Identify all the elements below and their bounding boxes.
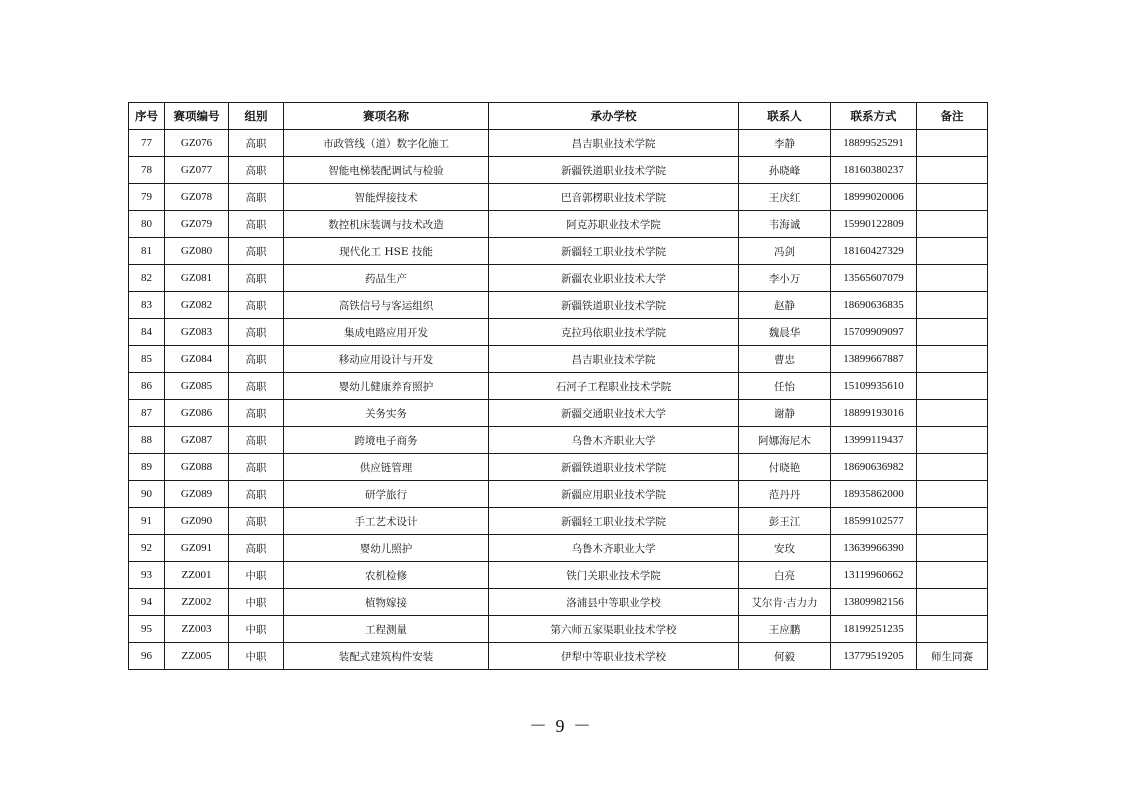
cell-name: 集成电路应用开发 — [284, 319, 489, 346]
cell-remark: 师生同赛 — [917, 643, 988, 670]
table-row — [129, 589, 988, 616]
cell-group: 高职 — [229, 373, 284, 400]
table-row — [129, 130, 988, 157]
cell-school: 昌吉职业技术学院 — [489, 130, 739, 157]
cell-code: GZ089 — [165, 481, 229, 508]
cell-group: 高职 — [229, 346, 284, 373]
cell-contact: 曹忠 — [739, 346, 831, 373]
cell-name: 药品生产 — [284, 265, 489, 292]
cell-contact: 韦海诚 — [739, 211, 831, 238]
cell-code: GZ087 — [165, 427, 229, 454]
cell-remark — [917, 211, 988, 238]
table-row — [129, 211, 988, 238]
cell-contact: 付晓艳 — [739, 454, 831, 481]
cell-contact: 李静 — [739, 130, 831, 157]
cell-group: 高职 — [229, 157, 284, 184]
cell-code: GZ085 — [165, 373, 229, 400]
cell-remark — [917, 319, 988, 346]
cell-code: ZZ001 — [165, 562, 229, 589]
cell-name: 植物嫁接 — [284, 589, 489, 616]
cell-name: 手工艺术设计 — [284, 508, 489, 535]
cell-no: 81 — [129, 238, 165, 265]
cell-code: GZ076 — [165, 130, 229, 157]
cell-remark — [917, 184, 988, 211]
table-row — [129, 238, 988, 265]
cell-phone: 13999119437 — [831, 427, 917, 454]
cell-school: 新疆应用职业技术学院 — [489, 481, 739, 508]
table-row — [129, 454, 988, 481]
cell-contact: 赵静 — [739, 292, 831, 319]
cell-group: 高职 — [229, 265, 284, 292]
cell-name: 供应链管理 — [284, 454, 489, 481]
cell-contact: 李小万 — [739, 265, 831, 292]
cell-name: 移动应用设计与开发 — [284, 346, 489, 373]
table-row — [129, 292, 988, 319]
cell-name: 装配式建筑构件安装 — [284, 643, 489, 670]
cell-name: 婴幼儿健康养育照护 — [284, 373, 489, 400]
cell-remark — [917, 562, 988, 589]
cell-contact: 阿娜海尼木 — [739, 427, 831, 454]
cell-code: GZ090 — [165, 508, 229, 535]
cell-remark — [917, 238, 988, 265]
cell-code: ZZ002 — [165, 589, 229, 616]
cell-phone: 18599102577 — [831, 508, 917, 535]
cell-name: 研学旅行 — [284, 481, 489, 508]
cell-remark — [917, 508, 988, 535]
cell-no: 95 — [129, 616, 165, 643]
cell-group: 高职 — [229, 535, 284, 562]
cell-phone: 18199251235 — [831, 616, 917, 643]
cell-phone: 18690636835 — [831, 292, 917, 319]
cell-school: 石河子工程职业技术学院 — [489, 373, 739, 400]
header-phone: 联系方式 — [831, 103, 917, 130]
cell-name: 市政管线（道）数字化施工 — [284, 130, 489, 157]
cell-no: 91 — [129, 508, 165, 535]
cell-remark — [917, 535, 988, 562]
cell-contact: 白亮 — [739, 562, 831, 589]
cell-code: GZ088 — [165, 454, 229, 481]
cell-contact: 彭王江 — [739, 508, 831, 535]
cell-school: 第六师五家渠职业技术学校 — [489, 616, 739, 643]
table-row — [129, 535, 988, 562]
cell-no: 84 — [129, 319, 165, 346]
cell-group: 中职 — [229, 616, 284, 643]
cell-remark — [917, 481, 988, 508]
cell-remark — [917, 157, 988, 184]
table-row — [129, 616, 988, 643]
cell-contact: 范丹丹 — [739, 481, 831, 508]
cell-group: 中职 — [229, 562, 284, 589]
cell-contact: 任怡 — [739, 373, 831, 400]
cell-phone: 13119960662 — [831, 562, 917, 589]
cell-no: 80 — [129, 211, 165, 238]
table-row — [129, 508, 988, 535]
cell-group: 高职 — [229, 454, 284, 481]
cell-code: GZ077 — [165, 157, 229, 184]
cell-name: 农机检修 — [284, 562, 489, 589]
cell-remark — [917, 292, 988, 319]
cell-no: 87 — [129, 400, 165, 427]
cell-no: 89 — [129, 454, 165, 481]
cell-remark — [917, 373, 988, 400]
cell-no: 92 — [129, 535, 165, 562]
cell-no: 93 — [129, 562, 165, 589]
table-row — [129, 427, 988, 454]
table-row — [129, 562, 988, 589]
cell-remark — [917, 589, 988, 616]
cell-school: 伊犁中等职业技术学校 — [489, 643, 739, 670]
table-row — [129, 265, 988, 292]
cell-school: 新疆铁道职业技术学院 — [489, 292, 739, 319]
cell-contact: 艾尔肯·吉力力 — [739, 589, 831, 616]
cell-school: 巴音郭楞职业技术学院 — [489, 184, 739, 211]
cell-remark — [917, 265, 988, 292]
cell-phone: 18899193016 — [831, 400, 917, 427]
header-remark: 备注 — [917, 103, 988, 130]
cell-no: 96 — [129, 643, 165, 670]
header-school: 承办学校 — [489, 103, 739, 130]
cell-name: 关务实务 — [284, 400, 489, 427]
cell-phone: 13809982156 — [831, 589, 917, 616]
cell-phone: 13779519205 — [831, 643, 917, 670]
header-name: 赛项名称 — [284, 103, 489, 130]
cell-group: 高职 — [229, 508, 284, 535]
cell-code: GZ082 — [165, 292, 229, 319]
cell-contact: 孙晓峰 — [739, 157, 831, 184]
cell-phone: 18999020006 — [831, 184, 917, 211]
cell-name: 数控机床装调与技术改造 — [284, 211, 489, 238]
cell-no: 88 — [129, 427, 165, 454]
cell-phone: 18690636982 — [831, 454, 917, 481]
cell-contact: 王庆红 — [739, 184, 831, 211]
cell-contact: 谢静 — [739, 400, 831, 427]
cell-school: 洛浦县中等职业学校 — [489, 589, 739, 616]
table-row — [129, 319, 988, 346]
cell-school: 昌吉职业技术学院 — [489, 346, 739, 373]
cell-phone: 18899525291 — [831, 130, 917, 157]
cell-group: 高职 — [229, 400, 284, 427]
cell-group: 中职 — [229, 643, 284, 670]
cell-remark — [917, 130, 988, 157]
cell-group: 高职 — [229, 238, 284, 265]
cell-school: 乌鲁木齐职业大学 — [489, 535, 739, 562]
cell-no: 82 — [129, 265, 165, 292]
cell-code: GZ081 — [165, 265, 229, 292]
cell-contact: 王应鹏 — [739, 616, 831, 643]
header-contact: 联系人 — [739, 103, 831, 130]
cell-no: 86 — [129, 373, 165, 400]
cell-no: 77 — [129, 130, 165, 157]
cell-school: 新疆轻工职业技术学院 — [489, 238, 739, 265]
cell-name: 智能电梯装配调试与检验 — [284, 157, 489, 184]
cell-school: 新疆交通职业技术大学 — [489, 400, 739, 427]
header-group: 组别 — [229, 103, 284, 130]
cell-name: 高铁信号与客运组织 — [284, 292, 489, 319]
cell-code: ZZ005 — [165, 643, 229, 670]
cell-contact: 魏晨华 — [739, 319, 831, 346]
cell-phone: 15709909097 — [831, 319, 917, 346]
cell-group: 高职 — [229, 481, 284, 508]
table-row — [129, 184, 988, 211]
cell-contact: 何毅 — [739, 643, 831, 670]
header-code: 赛项编号 — [165, 103, 229, 130]
cell-school: 新疆铁道职业技术学院 — [489, 454, 739, 481]
cell-code: GZ086 — [165, 400, 229, 427]
cell-group: 中职 — [229, 589, 284, 616]
cell-remark — [917, 454, 988, 481]
cell-no: 94 — [129, 589, 165, 616]
cell-group: 高职 — [229, 427, 284, 454]
cell-phone: 18935862000 — [831, 481, 917, 508]
cell-group: 高职 — [229, 292, 284, 319]
cell-name: 现代化工 HSE 技能 — [284, 238, 489, 265]
cell-phone: 13899667887 — [831, 346, 917, 373]
cell-school: 新疆轻工职业技术学院 — [489, 508, 739, 535]
cell-no: 90 — [129, 481, 165, 508]
cell-name: 婴幼儿照护 — [284, 535, 489, 562]
competition-table — [128, 102, 988, 670]
cell-name: 智能焊接技术 — [284, 184, 489, 211]
cell-contact: 安玫 — [739, 535, 831, 562]
cell-remark — [917, 427, 988, 454]
table-row — [129, 373, 988, 400]
cell-school: 阿克苏职业技术学院 — [489, 211, 739, 238]
cell-code: ZZ003 — [165, 616, 229, 643]
cell-remark — [917, 346, 988, 373]
cell-school: 乌鲁木齐职业大学 — [489, 427, 739, 454]
cell-no: 83 — [129, 292, 165, 319]
cell-code: GZ080 — [165, 238, 229, 265]
page-number: － 9 － — [529, 716, 593, 736]
cell-school: 克拉玛依职业技术学院 — [489, 319, 739, 346]
cell-no: 79 — [129, 184, 165, 211]
cell-school: 新疆铁道职业技术学院 — [489, 157, 739, 184]
cell-phone: 13639966390 — [831, 535, 917, 562]
table-row — [129, 157, 988, 184]
cell-phone: 15109935610 — [831, 373, 917, 400]
cell-code: GZ091 — [165, 535, 229, 562]
table-header-row — [129, 103, 988, 130]
cell-phone: 15990122809 — [831, 211, 917, 238]
cell-no: 78 — [129, 157, 165, 184]
cell-school: 新疆农业职业技术大学 — [489, 265, 739, 292]
cell-phone: 13565607079 — [831, 265, 917, 292]
cell-remark — [917, 400, 988, 427]
cell-name: 跨境电子商务 — [284, 427, 489, 454]
cell-code: GZ079 — [165, 211, 229, 238]
cell-remark — [917, 616, 988, 643]
table-row — [129, 346, 988, 373]
table-body — [129, 130, 988, 670]
cell-name: 工程测量 — [284, 616, 489, 643]
cell-code: GZ083 — [165, 319, 229, 346]
cell-code: GZ084 — [165, 346, 229, 373]
cell-group: 高职 — [229, 184, 284, 211]
table-row — [129, 643, 988, 670]
cell-code: GZ078 — [165, 184, 229, 211]
cell-no: 85 — [129, 346, 165, 373]
cell-group: 高职 — [229, 130, 284, 157]
table-row — [129, 481, 988, 508]
cell-contact: 冯剑 — [739, 238, 831, 265]
header-no: 序号 — [129, 103, 165, 130]
table-row — [129, 400, 988, 427]
cell-phone: 18160427329 — [831, 238, 917, 265]
cell-group: 高职 — [229, 211, 284, 238]
cell-school: 铁门关职业技术学院 — [489, 562, 739, 589]
cell-group: 高职 — [229, 319, 284, 346]
cell-phone: 18160380237 — [831, 157, 917, 184]
